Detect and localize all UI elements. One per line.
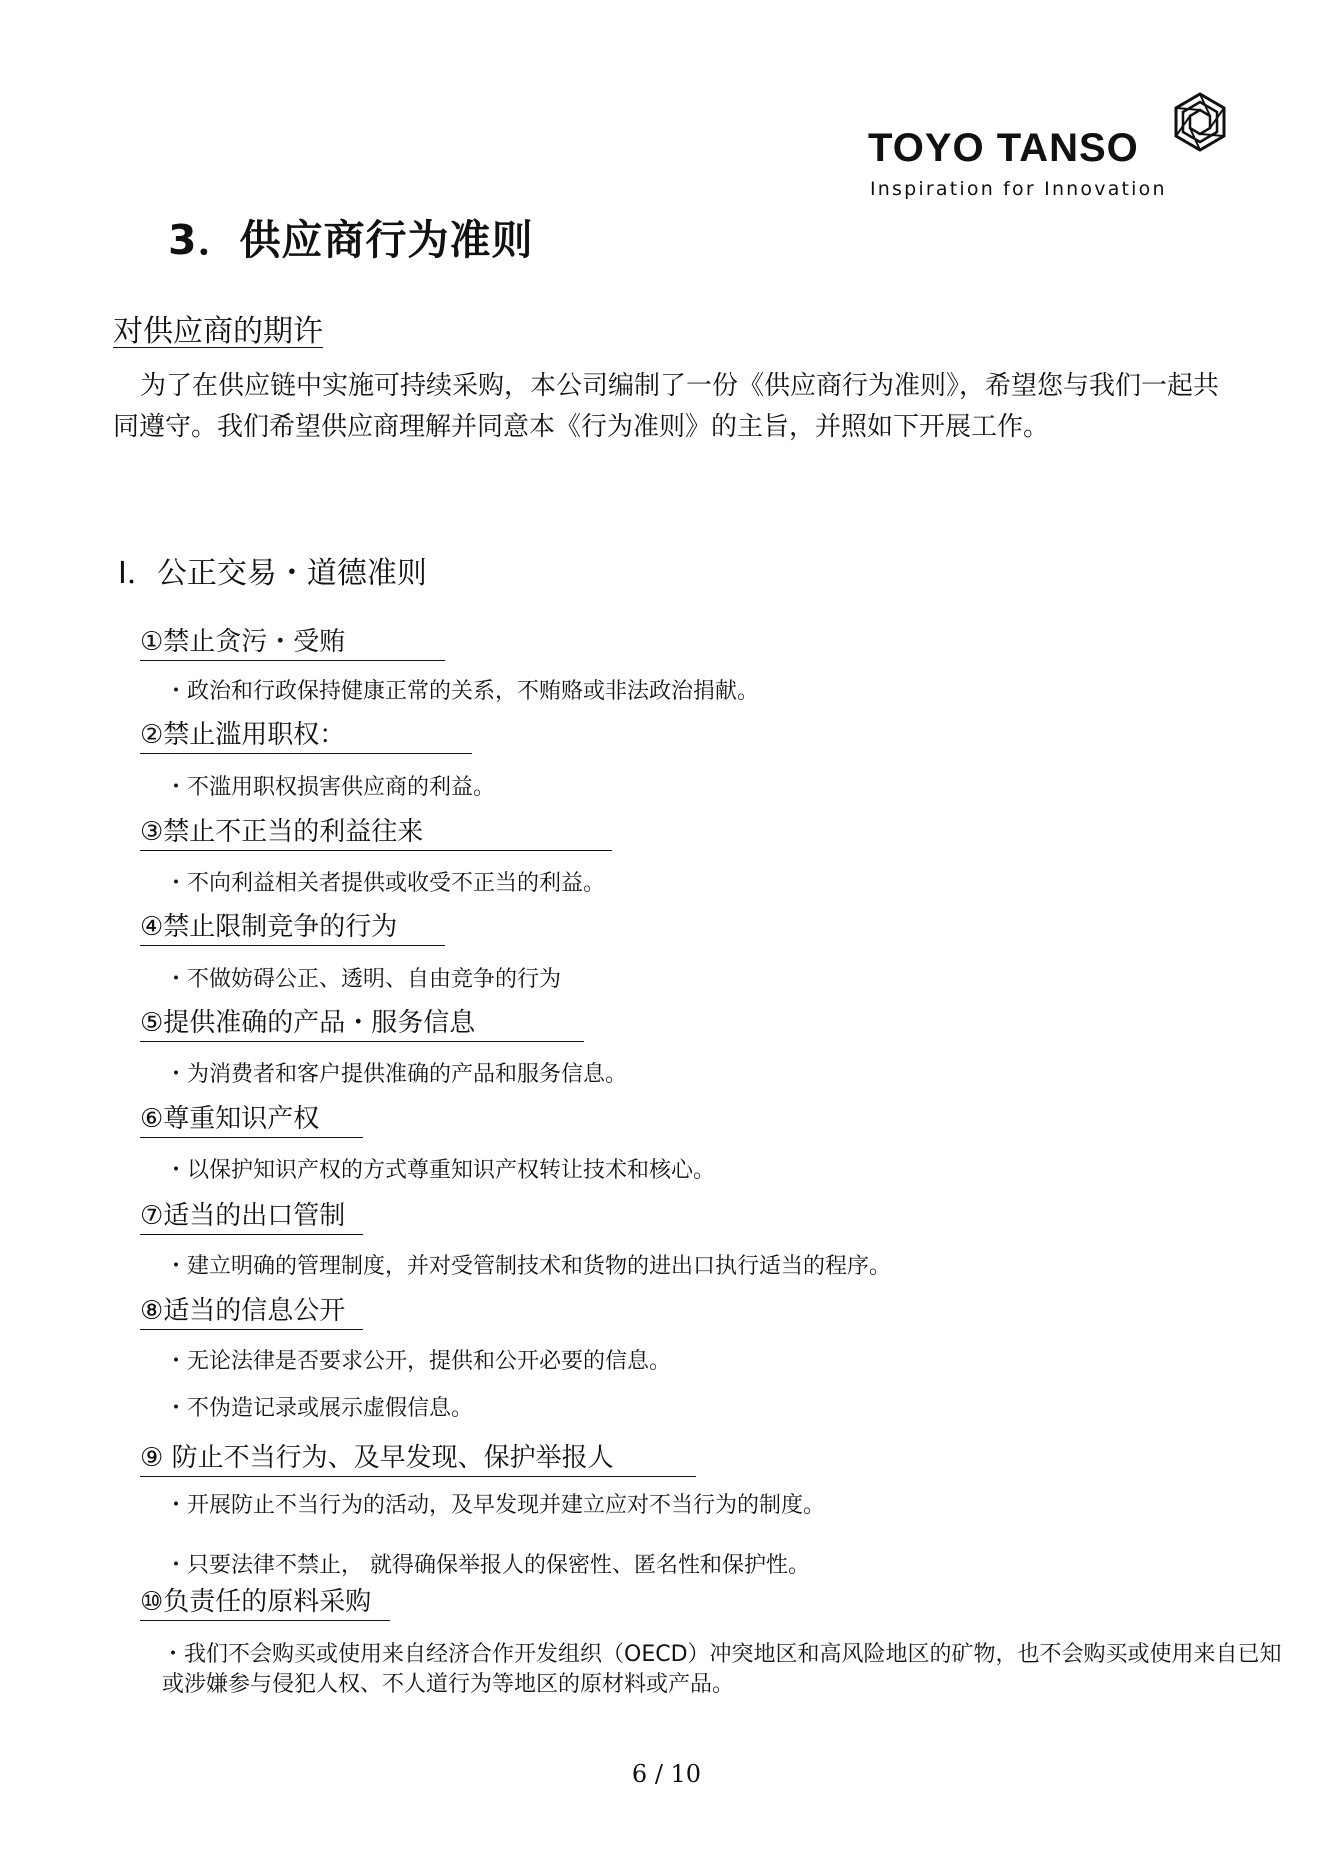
item-title-bribery: ①禁止贪污・受贿 [140, 627, 445, 661]
item-title-improper-benefits: ③禁止不正当的利益往来 [140, 817, 612, 851]
bullet-product-info: ・为消费者和客户提供准确的产品和服务信息。 [165, 1062, 628, 1087]
bullet-whistleblower-1: ・开展防止不当行为的活动，及早发现并建立应对不当行为的制度。 [165, 1493, 826, 1518]
bullet-sourcing: ・我们不会购买或使用来自经济合作开发组织（OECD）冲突地区和高风险地区的矿物，也不会购买或使用来自已知或涉嫌参与侵犯人权、不人道行为等地区的原材料或产品。 [162, 1642, 1282, 1697]
bullet-improper-benefits: ・不向利益相关者提供或收受不正当的利益。 [165, 871, 606, 896]
page-number: 6 / 10 [631, 1760, 702, 1788]
item-title-export-control: ⑦适当的出口管制 [140, 1201, 363, 1235]
item-title-competition: ④禁止限制竞争的行为 [140, 912, 445, 946]
item-title-ip: ⑥尊重知识产权 [140, 1104, 363, 1138]
company-logo-text: TOYO TANSO [868, 126, 1139, 170]
page-title: 3．供应商行为准则 [168, 216, 534, 264]
item-title-whistleblower: ⑨ 防止不当行为、及早发现、保护举报人 [140, 1443, 696, 1477]
bullet-ip: ・以保护知识产权的方式尊重知识产权转让技术和核心。 [165, 1158, 716, 1183]
bullet-abuse-of-power: ・不滥用职权损害供应商的利益。 [165, 775, 496, 800]
bullet-export-control: ・建立明确的管理制度，并对受管制技术和货物的进出口执行适当的程序。 [165, 1254, 892, 1279]
bullet-disclosure-2: ・不伪造记录或展示虚假信息。 [165, 1396, 474, 1421]
bullet-whistleblower-2: ・只要法律不禁止， 就得确保举报人的保密性、匿名性和保护性。 [165, 1553, 810, 1578]
item-title-abuse-of-power: ②禁止滥用职权： [140, 720, 472, 754]
item-title-disclosure: ⑧适当的信息公开 [140, 1296, 363, 1330]
bullet-competition: ・不做妨碍公正、透明、自由竞争的行为 [165, 967, 562, 992]
item-title-sourcing: ⑩负责任的原料采购 [140, 1587, 390, 1621]
item-title-product-info: ⑤提供准确的产品・服务信息 [140, 1008, 584, 1042]
company-tagline: Inspiration for Innovation [870, 178, 1167, 200]
expectations-heading: 对供应商的期许 [113, 314, 323, 349]
bullet-disclosure-1: ・无论法律是否要求公开，提供和公开必要的信息。 [165, 1349, 672, 1374]
hexagon-logo-icon [1170, 92, 1230, 152]
bullet-bribery: ・政治和行政保持健康正常的关系，不贿赂或非法政治捐献。 [165, 679, 760, 704]
section-title: Ⅰ．公正交易・道德准则 [118, 556, 427, 591]
expectations-paragraph: 为了在供应链中实施可持续采购，本公司编制了一份《供应商行为准则》，希望您与我们一起共同遵守。我们希望供应商理解并同意本《行为准则》的主旨，并照如下开展工作。 [113, 371, 1220, 442]
